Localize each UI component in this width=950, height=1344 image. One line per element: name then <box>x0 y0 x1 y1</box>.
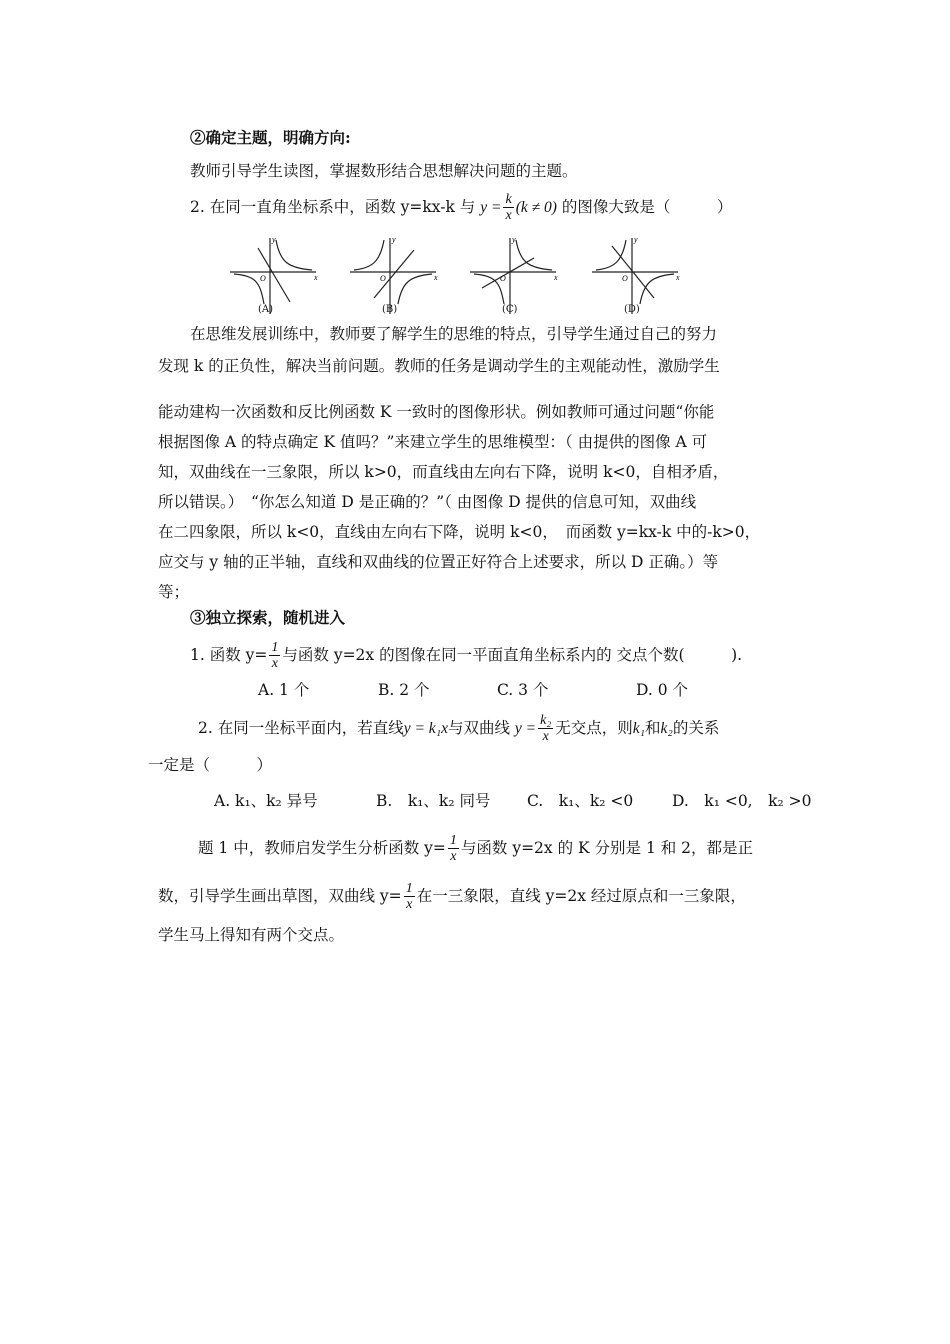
graph-d-x-label: x <box>676 273 680 282</box>
exercise-1-numerator: 1 <box>271 640 279 655</box>
explanation-2-fraction <box>404 882 415 912</box>
exercise-2-k1: k₁ <box>632 720 646 737</box>
graph-a-svg <box>228 232 323 318</box>
exercise-2-stem <box>198 714 719 744</box>
question-2-y: y = <box>480 199 502 216</box>
graph-a-label: (A) <box>258 304 274 315</box>
question-2-prefix: 2. 在同一直角坐标系中，函数 y=kx-k 与 <box>190 198 476 216</box>
exercise-1-stem <box>190 641 742 671</box>
graph-c-origin: O <box>500 274 506 283</box>
explanation-line-2 <box>158 882 746 912</box>
graph-c-line <box>482 258 534 288</box>
question-2-condition: (k ≠ 0) <box>515 199 557 216</box>
exercise-2-option-d: D. k₁ <0, k₂ >0 <box>672 792 812 810</box>
graph-a-y-label: y <box>272 235 276 244</box>
paragraph-line-9: 等； <box>158 583 190 601</box>
graph-c-label: (C) <box>502 304 518 315</box>
graph-d-y-label: y <box>634 235 638 244</box>
exercise-2-part-a: 2. 在同一坐标平面内，若直线 <box>198 719 404 737</box>
graph-b-hyperbola-q2 <box>354 240 384 270</box>
explanation-1-prefix: 题 1 中，教师启发学生分析函数 y= <box>198 839 446 857</box>
exercise-1-option-a: A. 1 个 <box>258 681 310 699</box>
explanation-1-suffix: 与函数 y=2x 的 K 分别是 1 和 2，都是正 <box>460 839 754 857</box>
section2-heading: ②确定主题，明确方向: <box>190 128 351 147</box>
explanation-1-numerator: 1 <box>449 833 457 848</box>
paragraph-line-5: 知，双曲线在一三象限，所以 k>0，而直线由左向右下降，说明 k<0，自相矛盾， <box>158 463 729 481</box>
exercise-1-suffix: 与函数 y=2x 的图像在同一平面直角坐标系内的 交点个数( ). <box>282 646 743 664</box>
exercise-2-line-eq: y = k₁x <box>403 720 448 737</box>
explanation-line-1 <box>198 834 753 864</box>
explanation-2-numerator: 1 <box>405 881 413 896</box>
exercise-2-denominator: x <box>542 729 549 744</box>
graph-b-x-label: x <box>434 273 438 282</box>
paragraph-line-4: 根据图像 A 的特点确定 K 值吗？”来建立学生的思维模型：（ 由提供的图像 A 可 <box>158 433 708 451</box>
graph-d-label: (D) <box>624 304 640 315</box>
paragraph-line-6: 所以错误。） “你怎么知道 D 是正确的？”（ 由图像 D 提供的信息可知，双曲线 <box>158 493 697 511</box>
graph-b-label: (B) <box>382 304 398 315</box>
section3-heading: ③独立探索，随机进入 <box>190 608 346 627</box>
paragraph-line-8: 应交与 y 轴的正半轴，直线和双曲线的位置正好符合上述要求，所以 D 正确。）等 <box>158 553 719 571</box>
question-2-numerator: k <box>505 192 512 207</box>
paragraph-line-7: 在二四象限，所以 k<0，直线由左向右下降，说明 k<0， 而函数 y=kx-k 中的-k>0， <box>158 523 761 541</box>
graph-b <box>348 232 443 318</box>
explanation-1-denominator: x <box>450 849 457 864</box>
exercise-2-part-c: 无交点，则 <box>555 719 633 737</box>
question-2-fraction <box>503 193 513 223</box>
graph-a-hyperbola-q1 <box>276 240 312 270</box>
exercise-2-y: y = <box>514 720 537 737</box>
exercise-2-line-2: 一定是（ ） <box>148 756 273 774</box>
graph-d-hyperbola-q2 <box>596 240 626 270</box>
explanation-2-suffix: 在一三象限，直线 y=2x 经过原点和一三象限， <box>416 887 746 905</box>
exercise-1-option-c: C. 3 个 <box>497 681 549 699</box>
graph-b-origin: O <box>380 274 386 283</box>
graph-c <box>468 232 563 318</box>
graph-d-hyperbola-q4 <box>640 274 674 304</box>
graph-b-hyperbola-q4 <box>398 274 432 304</box>
section2-intro: 教师引导学生读图，掌握数形结合思想解决问题的主题。 <box>190 162 578 180</box>
question-2-denominator: x <box>505 208 512 223</box>
question-2-stem <box>190 193 732 223</box>
question-2-suffix: 的图像大致是（ ） <box>561 198 733 216</box>
exercise-2-option-b: B. k₁、k₂ 同号 <box>376 792 491 810</box>
exercise-2-option-c: C. k₁、k₂ <0 <box>527 792 634 810</box>
graph-a <box>228 232 323 318</box>
graph-d <box>590 232 685 318</box>
explanation-2-denominator: x <box>406 897 413 912</box>
exercise-2-k2: k₂ <box>660 720 673 737</box>
paragraph-line-2: 发现 k 的正负性，解决当前问题。教师的任务是调动学生的主观能动性，激励学生 <box>158 357 720 375</box>
explanation-2-prefix: 数，引导学生画出草图，双曲线 y= <box>158 887 402 905</box>
graph-a-origin: O <box>260 274 266 283</box>
exercise-2-and: 和 <box>645 719 661 737</box>
exercise-2-numerator: k₂ <box>540 713 552 728</box>
explanation-1-fraction <box>448 834 459 864</box>
graph-d-origin: O <box>622 274 628 283</box>
exercise-1-option-d: D. 0 个 <box>636 681 689 699</box>
exercise-1-prefix: 1. 函数 y= <box>190 646 268 664</box>
graph-b-y-label: y <box>392 235 396 244</box>
exercise-2-part-b: 与双曲线 <box>447 719 510 737</box>
exercise-1-option-b: B. 2 个 <box>378 681 430 699</box>
graph-c-y-label: y <box>512 235 516 244</box>
explanation-line-3: 学生马上得知有两个交点。 <box>158 926 345 944</box>
exercise-2-part-d: 的关系 <box>672 719 720 737</box>
graph-c-x-label: x <box>554 273 558 282</box>
exercise-1-fraction <box>269 641 280 671</box>
exercise-2-fraction <box>538 714 553 744</box>
paragraph-line-1: 在思维发展训练中，教师要了解学生的思维的特点，引导学生通过自己的努力 <box>190 325 718 343</box>
graph-a-x-label: x <box>314 273 318 282</box>
exercise-2-option-a: A. k₁、k₂ 异号 <box>214 792 318 810</box>
exercise-1-denominator: x <box>271 656 278 671</box>
paragraph-line-3: 能动建构一次函数和反比例函数 K 一致时的图像形状。例如教师可通过问题“你能 <box>158 403 715 421</box>
